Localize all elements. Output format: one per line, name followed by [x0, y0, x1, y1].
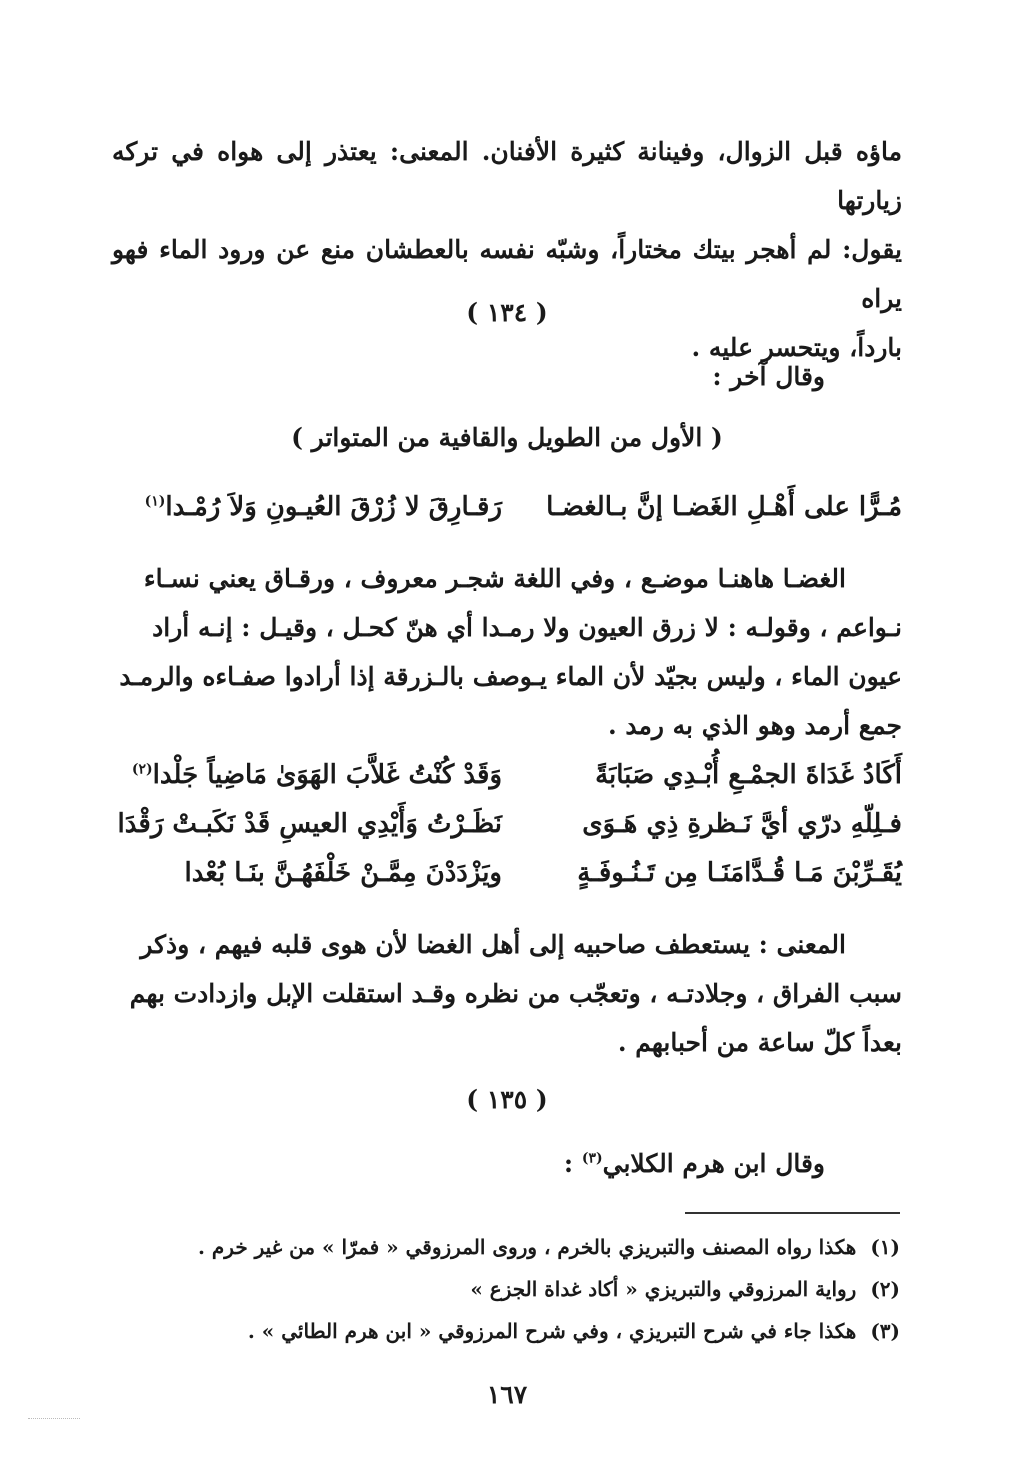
- verse-first-hemistich: أَكَادُ غَدَاةَ الجمْـعِ أُبْـدِي صَبَابَةً: [595, 760, 902, 790]
- intro-paragraph: [112, 127, 902, 372]
- section-number-135: ( ١٣٥ ): [466, 1085, 548, 1114]
- speaker-name: وقال ابن هرم الكلابي: [602, 1149, 825, 1178]
- verse-second-hemistich: [112, 760, 502, 790]
- hemistich-text: وَقَدْ كُنْتُ غَلاَّبَ الهَوَىٰ مَاضِياً جَلْدا: [152, 760, 502, 790]
- verse-second-hemistich: ويَزْدَدْنَ مِمَّـنْ خَلْفَهُـنَّ بنَـا بُعْدا: [184, 858, 502, 888]
- speaker-line: [564, 1149, 825, 1178]
- intro-line: يقول: لم أهجر بيتك مختاراً، وشبّه نفسه بالعطشان منع عن ورود الماء فهو يراه: [112, 235, 902, 313]
- commentary-paragraph: [112, 554, 902, 750]
- footnote: [150, 1274, 900, 1304]
- hemistich-text: رَقـارِقَ لا زُرْقَ العُيـونِ وَلاَ رُمْـدا: [165, 492, 502, 522]
- footnote-text: رواية المرزوقي والتبريزي « أكاد غداة الجزع »: [470, 1277, 857, 1301]
- commentary-line: نـواعم ، وقولـه : لا زرق العيون ولا رمـدا أي هنّ كحـل ، وقيـل : إنـه أراد: [152, 613, 902, 642]
- footnote-ref: (٣): [581, 1150, 603, 1167]
- meter-note: ( الأول من الطويل والقافية من المتواتر ): [291, 423, 723, 452]
- commentary-line: الغضـا هاهنـا موضـع ، وفي اللغة شجـر معروف ، ورقـاق يعني نسـاء: [143, 564, 846, 593]
- verse-line: [112, 809, 902, 859]
- verse-first-hemistich: مُـرًّا على أَهْـلِ الغَضـا إنَّ بـالغضـا: [546, 492, 902, 522]
- footnote: [150, 1232, 900, 1262]
- verse-first-hemistich: فـلِلّهِ درّي أيَّ نَـظرةِ ذِي هَـوَى: [582, 809, 902, 839]
- meaning-line: سبب الفراق ، وجلادتـه ، وتعجّب من نظره وقـد استقلت الإبل وازدادت بهم: [129, 979, 902, 1008]
- commentary-line: عيون الماء ، وليس بجيّد لأن الماء يـوصف بالـزرقة إذا أرادوا صفـاءه والرمـد: [119, 662, 902, 691]
- verse-line: [112, 858, 902, 908]
- meaning-line: بعداً كلّ ساعة من أحبابهم .: [617, 1028, 902, 1057]
- verse-second-hemistich: نَظَـرْتُ وَأَيْدِي العيسِ قَدْ نَكَبـتْ رَقْدَا: [117, 809, 502, 839]
- section-number-134: ( ١٣٤ ): [466, 298, 548, 327]
- footnote-text: هكذا رواه المصنف والتبريزي بالخرم ، وروى المرزوقي « فمرّا » من غير خرم .: [197, 1235, 857, 1259]
- footnote-ref: (١): [144, 493, 166, 510]
- footnote-text: هكذا جاء في شرح التبريزي ، وفي شرح المرزوقي « ابن هرم الطائي » .: [247, 1319, 857, 1343]
- speaker-line: وقال آخر :: [712, 362, 825, 391]
- speaker-colon: :: [563, 1149, 582, 1178]
- footnote-separator: [685, 1212, 900, 1214]
- footnote-number: (٢): [870, 1277, 900, 1301]
- meaning-line: المعنى : يستعطف صاحبيه إلى أهل الغضا لأن هوى قلبه فيهم ، وذكر: [140, 930, 846, 959]
- footnote-number: (٣): [870, 1319, 900, 1343]
- footnote-ref: (٢): [131, 761, 153, 778]
- page-number: ١٦٧: [486, 1380, 528, 1409]
- intro-line: بارداً، ويتحسر عليه .: [691, 333, 902, 362]
- verse-line: [112, 492, 902, 542]
- footnote: [150, 1316, 900, 1346]
- footnote-number: (١): [870, 1235, 900, 1259]
- commentary-line: جمع أرمد وهو الذي به رمد .: [607, 711, 902, 740]
- verse-second-hemistich: [112, 492, 502, 522]
- intro-line: ماؤه قبل الزوال، وفينانة كثيرة الأفنان. المعنى: يعتذر إلى هواه في تركه زيارتها: [112, 137, 902, 215]
- verse-line: [112, 760, 902, 810]
- meaning-paragraph: [112, 920, 902, 1067]
- verse-first-hemistich: يُقَـرِّبْنَ مَـا قُـدَّامَنَـا مِن تَـنُـوفَـةٍ: [577, 858, 902, 888]
- scan-mark: [28, 1418, 80, 1422]
